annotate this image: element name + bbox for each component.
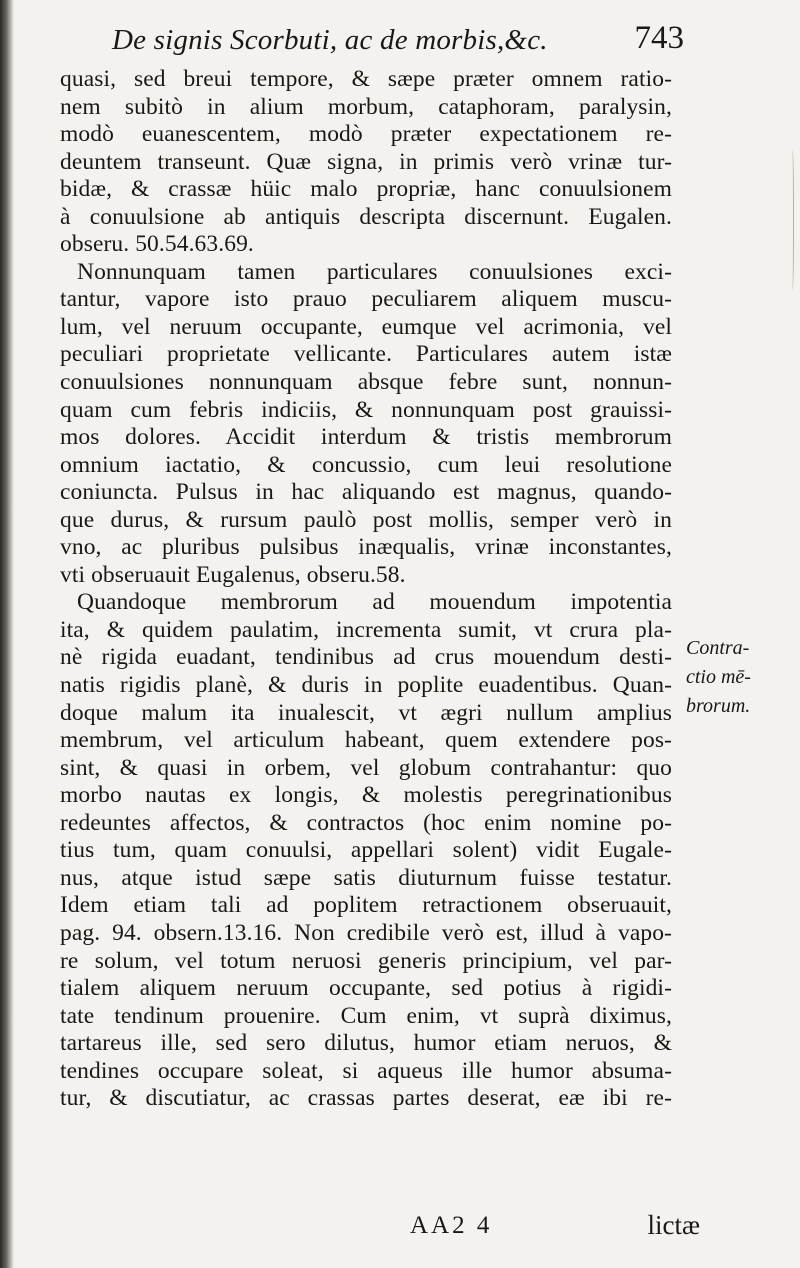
text-line: conuulsiones nonnunquam absque febre sunt, nonnun- [60, 369, 672, 396]
paragraph-start: Quandoque membrorum ad mouendum impotentia [77, 589, 672, 616]
text-line: modò euanescentem, modò præter expectationem re- [60, 121, 672, 148]
text-line: tialem aliquem neruum occupante, sed potius à rigidi- [60, 975, 672, 1002]
text-line: quasi, sed breui tempore, & sæpe præter omnem ratio- [60, 66, 672, 92]
text-line: natis rigidis planè, & duris in poplite euadentibus. Quan- [60, 672, 672, 699]
text-line: membrum, vel articulum habeant, quem extendere pos- [60, 727, 672, 754]
page-footer [60, 1208, 700, 1248]
text-line: tartareus ille, sed sero dilutus, humor etiam neruos, & [60, 1030, 672, 1057]
body-text [60, 66, 672, 1113]
text-line: bidæ, & crassæ hüic malo propriæ, hanc conuulsionem [60, 176, 672, 203]
signature-mark: AA2 4 [410, 1212, 493, 1239]
text-line: quam cum febris indiciis, & nonnunquam post grauissi- [60, 396, 672, 423]
text-line: tate tendinum prouenire. Cum enim, vt suprà diximus, [60, 1002, 672, 1029]
text-line: tius tum, quam conuulsi, appellari solent) vidit Eugale- [60, 837, 672, 864]
marginal-note-line: ctio mē- [686, 666, 751, 688]
text-line: deuntem transeunt. Quæ signa, in primis verò vrinæ tur- [60, 148, 672, 175]
text-line: sint, & quasi in orbem, vel globum contrahantur: quo [60, 754, 672, 781]
text-line: que durus, & rursum paulò post mollis, semper verò in [60, 506, 672, 533]
page-number: 743 [634, 20, 684, 56]
text-line: nus, atque istud sæpe satis diuturnum fuisse testatur. [60, 864, 672, 891]
text-line: ita, & quidem paulatim, incrementa sumit, vt crura pla- [60, 616, 672, 643]
text-line: morbo nautas ex longis, & molestis peregrinationibus [60, 782, 672, 809]
text-line: doque malum ita inualescit, vt ægri nullum amplius [60, 699, 672, 726]
text-line: redeuntes affectos, & contractos (hoc enim nomine po- [60, 809, 672, 836]
text-line: lum, vel neruum occupante, eumque vel acrimonia, vel [60, 313, 672, 340]
running-head: De signis Scorbuti, ac de morbis,&c. [112, 24, 548, 56]
text-line: nem subitò in alium morbum, cataphoram, paralysin, [60, 93, 672, 120]
page-gutter-shadow [0, 0, 14, 1268]
text-line: obseru. 50.54.63.69. [60, 231, 254, 258]
text-line: Idem etiam tali ad poplitem retractionem obseruauit, [60, 892, 672, 919]
text-line: tendines occupare soleat, si aqueus ille humor absuma- [60, 1057, 672, 1084]
page-header [112, 18, 684, 64]
text-line: tur, & discutiatur, ac crassas partes deserat, eæ ibi re- [60, 1085, 672, 1112]
text-line: vno, ac pluribus pulsibus inæqualis, vrinæ inconstantes, [60, 534, 672, 561]
catchword: lictæ [647, 1210, 700, 1240]
text-line: peculiari proprietate vellicante. Particulares autem istæ [60, 341, 672, 368]
text-line: tantur, vapore isto prauo peculiarem aliquem muscu- [60, 286, 672, 313]
marginal-note-line: Contra- [686, 637, 750, 659]
paragraph-start: Nonnunquam tamen particulares conuulsiones exci- [77, 258, 672, 285]
text-line: re solum, vel totum neruosi generis principium, vel par- [60, 947, 672, 974]
marginal-note [686, 634, 786, 721]
text-line: omnium iactatio, & concussio, cum leui resolutione [60, 451, 672, 478]
marginal-note-line: brorum. [686, 695, 751, 717]
page-stain [790, 150, 794, 290]
text-line: à conuulsione ab antiquis descripta discernunt. Eugalen. [60, 203, 672, 230]
text-line: coniuncta. Pulsus in hac aliquando est magnus, quando- [60, 479, 672, 506]
text-line: mos dolores. Accidit interdum & tristis membrorum [60, 424, 672, 451]
text-line: vti obseruauit Eugalenus, obseru.58. [60, 561, 406, 588]
text-line: pag. 94. obsern.13.16. Non credibile verò est, illud à vapo- [60, 919, 672, 946]
text-line: nè rigida euadant, tendinibus ad crus mouendum desti- [60, 644, 672, 671]
